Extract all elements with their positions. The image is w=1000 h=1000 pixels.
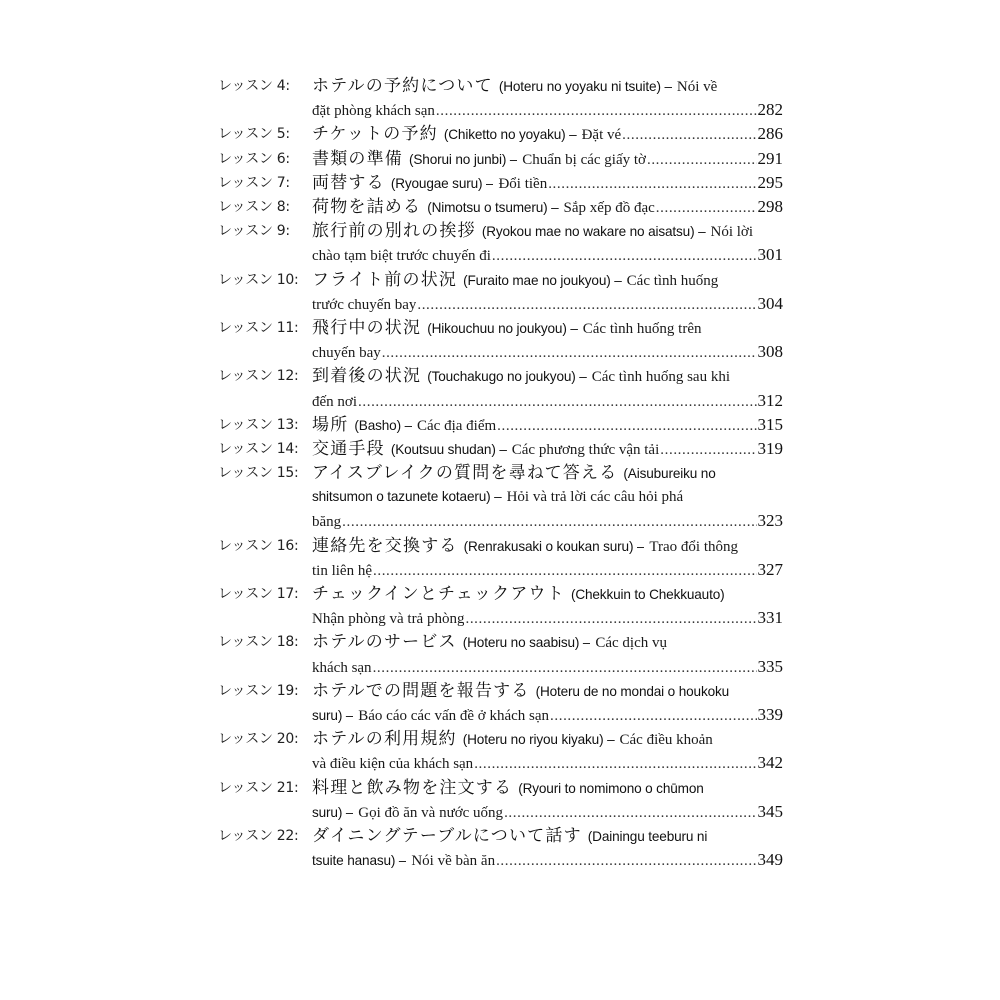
romaji-text: (Hoteru no riyou kiyaku) – <box>462 732 615 748</box>
dot-leader <box>492 244 757 268</box>
page-number: 298 <box>757 196 783 216</box>
vietnamese-title: và điều kiện của khách sạn <box>312 756 474 773</box>
lesson-label: レッスン 17: <box>218 586 299 603</box>
vietnamese-title: tin liên hệ <box>312 562 372 579</box>
entry-line <box>312 219 783 243</box>
romaji-text: (Nimotsu o tsumeru) – <box>427 199 559 215</box>
romaji-text: (Hoteru no saabisu) – <box>462 635 591 651</box>
vietnamese-title: Nói lời <box>710 224 754 241</box>
entry-line <box>312 800 783 824</box>
lesson-label: レッスン 10: <box>218 271 299 288</box>
page-number: 319 <box>757 438 783 458</box>
lesson-label: レッスン 18: <box>218 634 299 651</box>
vietnamese-title: Các địa điểm <box>417 417 497 434</box>
lesson-label: レッスン 20: <box>218 731 299 748</box>
page-number: 345 <box>757 801 783 821</box>
dot-leader <box>504 801 756 825</box>
toc-entry <box>218 219 783 267</box>
page-number: 327 <box>757 559 783 579</box>
lesson-label: レッスン 14: <box>218 440 299 457</box>
romaji-text: suru) – <box>312 804 354 820</box>
romaji-text: (Ryokou mae no wakare no aisatsu) – <box>481 224 706 240</box>
page-number: 335 <box>757 656 783 676</box>
page-number: 282 <box>757 100 783 120</box>
vietnamese-title: khách sạn <box>312 659 372 676</box>
vietnamese-title: Chuẩn bị các giấy tờ <box>522 151 646 168</box>
entry-line <box>312 655 783 679</box>
entry-line <box>312 413 783 437</box>
table-of-contents <box>218 74 783 872</box>
entry-line <box>312 776 783 800</box>
dot-leader <box>373 656 757 680</box>
romaji-text: (Ryougae suru) – <box>390 175 494 191</box>
japanese-title: 両替する <box>312 172 385 193</box>
dot-leader <box>660 438 756 462</box>
entry-line <box>312 122 783 146</box>
lesson-label: レッスン 11: <box>218 319 299 336</box>
vietnamese-title: chuyến bay <box>312 345 381 362</box>
entry-body <box>312 195 783 219</box>
entry-line <box>312 558 783 582</box>
vietnamese-title: Sắp xếp đồ đạc <box>563 199 655 216</box>
entry-line <box>312 727 783 751</box>
toc-entry <box>218 147 783 171</box>
page-number: 323 <box>757 511 783 531</box>
romaji-text: (Touchakugo no joukyou) – <box>427 369 587 385</box>
entry-line <box>312 461 783 485</box>
vietnamese-title: băng <box>312 514 342 531</box>
entry-body <box>312 122 783 146</box>
vietnamese-title: Nói về <box>676 79 718 95</box>
page-number: 349 <box>757 850 783 870</box>
dot-leader <box>496 849 756 873</box>
romaji-text: shitsumon o tazunete kotaeru) – <box>312 489 502 505</box>
japanese-title: ホテルのサービス <box>312 632 457 653</box>
romaji-text: (Hikouchuu no joukyou) – <box>427 320 578 336</box>
vietnamese-title: Các tình huống sau khi <box>591 369 731 386</box>
entry-body <box>312 461 783 534</box>
japanese-title: 場所 <box>312 414 349 435</box>
romaji-text: (Chiketto no yoyaku) – <box>443 127 577 143</box>
romaji-text: (Shorui no junbi) – <box>409 151 518 167</box>
dot-leader <box>382 341 757 365</box>
vietnamese-title: Các tình huống trên <box>582 320 702 337</box>
toc-entry <box>218 824 783 872</box>
dot-leader <box>358 390 756 414</box>
page-number: 342 <box>757 753 783 773</box>
romaji-text: (Aisubureiku no <box>623 466 716 482</box>
vietnamese-title: Gọi đồ ăn và nước uống <box>358 804 504 821</box>
entry-line <box>312 74 783 98</box>
entry-line <box>312 703 783 727</box>
page-number: 304 <box>757 293 783 313</box>
lesson-label: レッスン 4: <box>218 78 290 94</box>
japanese-title: 飛行中の状況 <box>312 317 422 338</box>
entry-body <box>312 437 783 461</box>
entry-body <box>312 219 783 267</box>
japanese-title: ホテルの利用規約 <box>312 729 457 750</box>
entry-line <box>312 848 783 872</box>
dot-leader <box>474 752 756 776</box>
page-number: 308 <box>757 342 783 362</box>
toc-entry <box>218 437 783 461</box>
lesson-label: レッスン 13: <box>218 416 299 433</box>
entry-line <box>312 340 783 364</box>
entry-line <box>312 437 783 461</box>
page-number: 295 <box>757 172 783 192</box>
vietnamese-title: Hỏi và trả lời các câu hỏi phá <box>506 489 684 506</box>
entry-line <box>312 364 783 388</box>
romaji-text: (Chekkuin to Chekkuauto) <box>570 587 725 603</box>
vietnamese-title: trước chuyến bay <box>312 296 417 313</box>
dot-leader <box>497 414 756 438</box>
toc-entry <box>218 413 783 437</box>
lesson-label: レッスン 16: <box>218 537 299 554</box>
entry-line <box>312 630 783 654</box>
lesson-label: レッスン 12: <box>218 368 299 385</box>
japanese-title: 旅行前の別れの挨拶 <box>312 221 476 242</box>
romaji-text: (Basho) – <box>354 417 412 433</box>
entry-line <box>312 268 783 292</box>
japanese-title: ダイニングテーブルについて話す <box>312 825 582 846</box>
entry-line <box>312 195 783 219</box>
dot-leader <box>647 148 757 172</box>
japanese-title: フライト前の状況 <box>312 269 458 290</box>
vietnamese-title: Nhận phòng và trả phòng <box>312 611 465 628</box>
toc-entry <box>218 534 783 582</box>
romaji-text: (Koutsuu shudan) – <box>390 441 507 457</box>
entry-line <box>312 582 783 606</box>
toc-entry <box>218 195 783 219</box>
vietnamese-title: Đặt vé <box>581 127 622 144</box>
entry-body <box>312 268 783 316</box>
toc-entry <box>218 582 783 630</box>
entry-line <box>312 243 783 267</box>
entry-body <box>312 413 783 437</box>
entry-body <box>312 630 783 678</box>
dot-leader <box>436 99 757 123</box>
japanese-title: ホテルの予約について <box>312 76 493 96</box>
japanese-title: 料理と飲み物を注文する <box>312 777 513 798</box>
japanese-title: 書類の準備 <box>312 148 403 169</box>
entry-body <box>312 679 783 727</box>
vietnamese-title: Nói về bàn ăn <box>411 853 496 870</box>
dot-leader <box>550 704 756 728</box>
romaji-text: tsuite hanasu) – <box>312 853 407 869</box>
vietnamese-title: đến nơi <box>312 393 358 410</box>
dot-leader <box>373 559 757 583</box>
japanese-title: 連絡先を交換する <box>312 535 458 556</box>
dot-leader <box>465 607 756 631</box>
lesson-label: レッスン 6: <box>218 150 290 167</box>
vietnamese-title: Các điều khoản <box>619 732 713 749</box>
entry-body <box>312 824 783 872</box>
entry-line <box>312 534 783 558</box>
toc-entry <box>218 316 783 364</box>
japanese-title: 到着後の状況 <box>312 366 422 387</box>
entry-line <box>312 606 783 630</box>
toc-entry <box>218 776 783 824</box>
entry-line <box>312 751 783 775</box>
toc-entry <box>218 461 783 534</box>
entry-line <box>312 679 783 703</box>
toc-entry <box>218 364 783 412</box>
entry-line <box>312 509 783 533</box>
toc-entry <box>218 679 783 727</box>
vietnamese-title: Báo cáo các vấn đề ở khách sạn <box>358 707 550 724</box>
dot-leader <box>548 172 756 196</box>
dot-leader <box>656 196 757 220</box>
romaji-text: (Furaito mae no joukyou) – <box>463 272 622 288</box>
japanese-title: アイスブレイクの質問を尋ねて答える <box>312 463 618 484</box>
japanese-title: チェックインとチェックアウト <box>312 584 565 605</box>
entry-body <box>312 74 783 122</box>
vietnamese-title: Các phương thức vận tải <box>511 441 660 458</box>
japanese-title: ホテルでの問題を報告する <box>312 680 530 701</box>
page-number: 301 <box>757 245 783 265</box>
dot-leader <box>417 293 756 317</box>
entry-body <box>312 171 783 195</box>
entry-body <box>312 534 783 582</box>
entry-body <box>312 776 783 824</box>
toc-entry <box>218 122 783 146</box>
toc-entry <box>218 630 783 678</box>
page-number: 339 <box>757 704 783 724</box>
entry-line <box>312 824 783 848</box>
lesson-label: レッスン 9: <box>218 223 290 240</box>
romaji-text: (Ryouri to nomimono o chūmon <box>518 780 704 796</box>
lesson-label: レッスン 19: <box>218 682 299 699</box>
entry-line <box>312 389 783 413</box>
vietnamese-title: chào tạm biệt trước chuyến đi <box>312 248 491 265</box>
romaji-text: suru) – <box>312 707 354 723</box>
toc-entry <box>218 171 783 195</box>
romaji-text: (Hoteru de no mondai o houkoku <box>535 683 730 699</box>
lesson-label: レッスン 21: <box>218 779 299 796</box>
lesson-label: レッスン 22: <box>218 827 299 844</box>
vietnamese-title: Các tình huống <box>626 272 719 289</box>
lesson-label: レッスン 7: <box>218 174 290 191</box>
entry-line <box>312 147 783 171</box>
lesson-label: レッスン 15: <box>218 465 299 482</box>
entry-line <box>312 485 783 509</box>
page-number: 315 <box>757 414 783 434</box>
japanese-title: 荷物を詰める <box>312 196 422 217</box>
page-number: 312 <box>757 390 783 410</box>
vietnamese-title: đặt phòng khách sạn <box>312 103 435 120</box>
vietnamese-title: Trao đổi thông <box>649 538 738 555</box>
entry-body <box>312 316 783 364</box>
dot-leader <box>342 510 756 534</box>
dot-leader <box>622 123 756 147</box>
vietnamese-title: Đổi tiền <box>498 175 548 192</box>
entry-line <box>312 292 783 316</box>
entry-line <box>312 316 783 340</box>
entry-body <box>312 364 783 412</box>
toc-entry <box>218 727 783 775</box>
entry-body <box>312 147 783 171</box>
page-number: 291 <box>757 148 783 168</box>
romaji-text: (Renrakusaki o koukan suru) – <box>463 538 645 554</box>
entry-line <box>312 98 783 122</box>
vietnamese-title: Các dịch vụ <box>595 635 667 652</box>
toc-entry <box>218 268 783 316</box>
entry-line <box>312 171 783 195</box>
entry-body <box>312 582 783 630</box>
toc-entry <box>218 74 783 122</box>
japanese-title: 交通手段 <box>312 438 385 459</box>
page-number: 331 <box>757 608 783 628</box>
romaji-text: (Dainingu teeburu ni <box>587 828 708 844</box>
entry-body <box>312 727 783 775</box>
page-number: 286 <box>757 124 783 144</box>
lesson-label: レッスン 8: <box>218 198 290 215</box>
japanese-title: チケットの予約 <box>312 124 438 145</box>
romaji-text: (Hoteru no yoyaku ni tsuite) – <box>498 79 672 94</box>
lesson-label: レッスン 5: <box>218 126 290 143</box>
